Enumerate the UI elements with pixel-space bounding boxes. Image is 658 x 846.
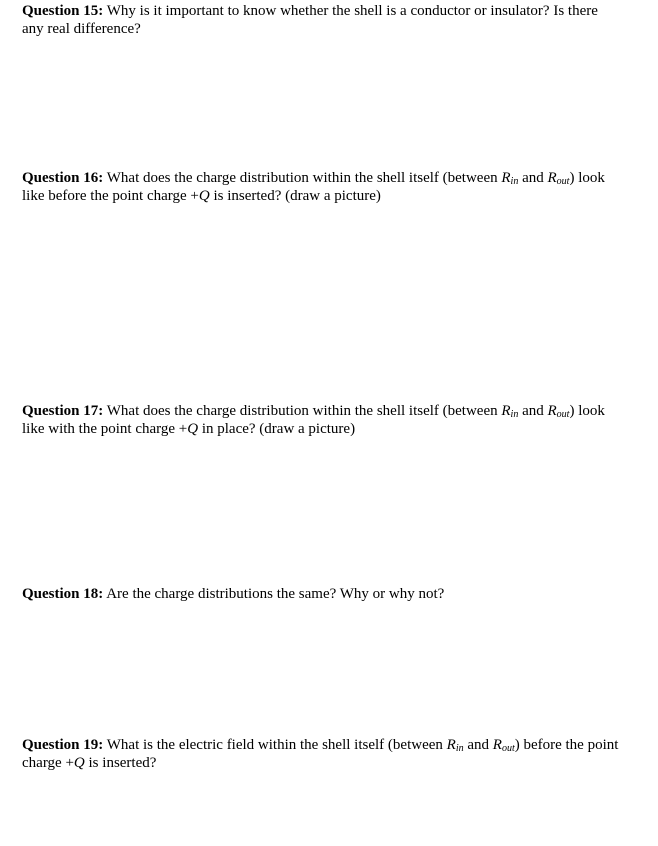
question-18-label: Question 18: [22, 586, 104, 602]
r-out-symbol: $R_{out}$ [547, 403, 570, 420]
question-17-label: Question 17: [22, 403, 104, 419]
question-16-text-a: What does the charge distribution within the shell itself (between [106, 170, 498, 186]
question-17-text-c: in place? (draw a picture) [201, 421, 356, 437]
r-in-symbol: $R_{in}$ [446, 737, 464, 754]
question-15-text: Why is it important to know whether the shell is a conductor or insulator? Is there any real difference? [22, 3, 598, 37]
question-19-text-c: is inserted? [88, 755, 157, 771]
r-in-symbol: $R_{in}$ [501, 170, 519, 187]
question-19 [22, 736, 622, 772]
question-18-text: Are the charge distributions the same? Why or why not? [106, 586, 445, 602]
question-16 [22, 169, 622, 205]
question-16-label: Question 16: [22, 170, 104, 186]
question-16-and: and [522, 170, 544, 186]
question-15 [22, 2, 622, 38]
r-in-symbol: $R_{in}$ [501, 403, 519, 420]
question-16-text-c: is inserted? (draw a picture) [213, 188, 381, 204]
question-18 [22, 585, 622, 603]
q-symbol: Q [198, 188, 210, 204]
r-out-symbol: $R_{out}$ [492, 737, 515, 754]
question-15-label: Question 15: [22, 3, 104, 19]
question-19-text-b: ) before the point charge + [22, 737, 619, 771]
question-19-text-a: What is the electric field within the shell itself (between [106, 737, 443, 753]
r-out-symbol: $R_{out}$ [547, 170, 570, 187]
q-symbol: Q [73, 755, 85, 771]
question-17-and: and [522, 403, 544, 419]
question-17 [22, 402, 622, 438]
question-17-text-a: What does the charge distribution within the shell itself (between [106, 403, 498, 419]
question-19-and: and [467, 737, 490, 753]
question-19-label: Question 19: [22, 737, 104, 753]
q-symbol: Q [187, 421, 199, 437]
question-16-text-b: ) look like before the point charge + [22, 170, 605, 204]
question-17-text-b: ) look like with the point charge + [22, 403, 605, 437]
